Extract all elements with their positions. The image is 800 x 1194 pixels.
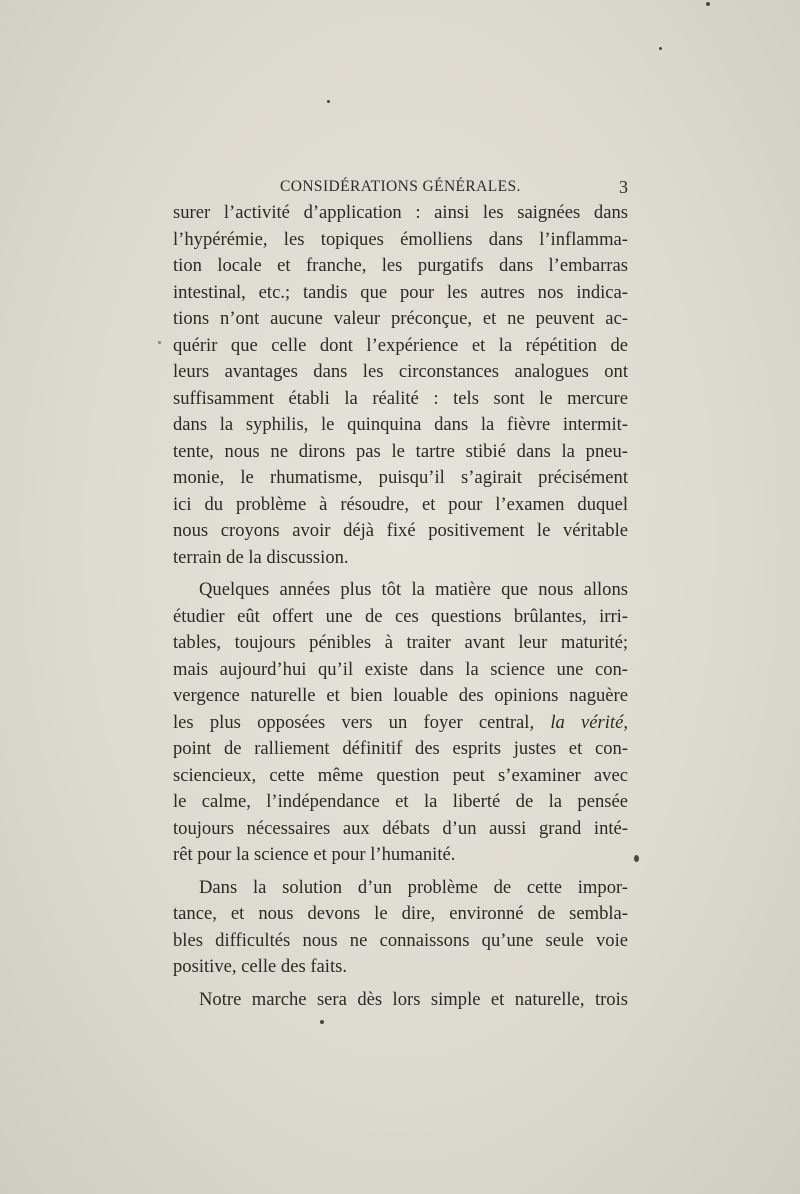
text-line: tance, et nous devons le dire, environné de sembla- [173, 903, 628, 924]
body-text [173, 200, 628, 1013]
text-line: positive, celle des faits. [173, 956, 348, 977]
text-line: étudier eût offert une de ces questions brûlantes, irri- [173, 605, 628, 627]
page-number: 3 [619, 176, 628, 197]
text-line: suffisamment établi la réalité : tels sont le mercure [173, 387, 628, 409]
running-title: CONSIDÉRATIONS GÉNÉRALES. [280, 178, 521, 195]
text-line: l’hypérémie, les topiques émolliens dans l’inflamma- [173, 228, 628, 250]
text-line: bles difficultés nous ne connaissons qu’une seule voie [173, 929, 628, 951]
text-line: leurs avantages dans les circonstances analogues ont [173, 361, 628, 382]
text-line: tente, nous ne dirons pas le tartre stibié dans la pneu- [173, 440, 628, 462]
text-line: intestinal, etc.; tandis que pour les autres nos indica- [173, 281, 628, 303]
text-line: le calme, l’indépendance et la liberté de la pensée [173, 791, 628, 812]
ink-speck [158, 341, 161, 344]
paragraph-4 [173, 987, 628, 1014]
text-line: quérir que celle dont l’expérience et la répétition de [173, 334, 628, 356]
text-line: rêt pour la science et pour l’humanité. [173, 844, 456, 865]
text-line: nous croyons avoir déjà fixé positivement le véritable [173, 520, 628, 541]
text-line: Dans la solution d’un problème de cette impor- [199, 876, 628, 898]
text-line: tion locale et franche, les purgatifs dans l’embarras [173, 255, 628, 276]
text-line: vergence naturelle et bien louable des opinions naguère [173, 685, 628, 706]
text-line: mais aujourd’hui qu’il existe dans la science une con- [173, 658, 628, 680]
text-line: tables, toujours pénibles à traiter avant leur maturité; [173, 632, 628, 653]
text-line: dans la syphilis, le quinquina dans la fièvre intermit- [173, 414, 628, 435]
text-line: ici du problème à résoudre, et pour l’examen duquel [173, 493, 628, 515]
italic-emphasis: la vérité, [550, 711, 628, 733]
page-header [280, 176, 628, 198]
ink-speck [327, 100, 330, 103]
text-line: monie, le rhumatisme, puisqu’il s’agirait précisément [173, 467, 628, 488]
text-line: surer l’activité d’application : ainsi les saignées dans [173, 202, 628, 223]
text-line: terrain de la discussion. [173, 546, 349, 568]
paragraph-2 [173, 577, 628, 869]
text-line: toujours nécessaires aux débats d’un aussi grand inté- [173, 817, 628, 839]
text-line: Notre marche sera dès lors simple et naturelle, trois [199, 988, 628, 1010]
text-line: point de ralliement définitif des esprits justes et con- [173, 738, 628, 759]
ink-speck [659, 47, 662, 50]
ink-speck [634, 855, 639, 862]
text-line: Quelques années plus tôt la matière que nous allons [199, 579, 628, 600]
ink-speck [706, 2, 710, 6]
text-segment: les plus opposées vers un foyer central, [173, 711, 551, 733]
ink-speck [320, 1020, 324, 1024]
text-line [173, 710, 628, 737]
text-line: sciencieux, cette même question peut s’examiner avec [173, 764, 628, 786]
text-line: tions n’ont aucune valeur préconçue, et ne peuvent ac- [173, 308, 628, 329]
paragraph-3 [173, 875, 628, 981]
paragraph-1 [173, 200, 628, 571]
